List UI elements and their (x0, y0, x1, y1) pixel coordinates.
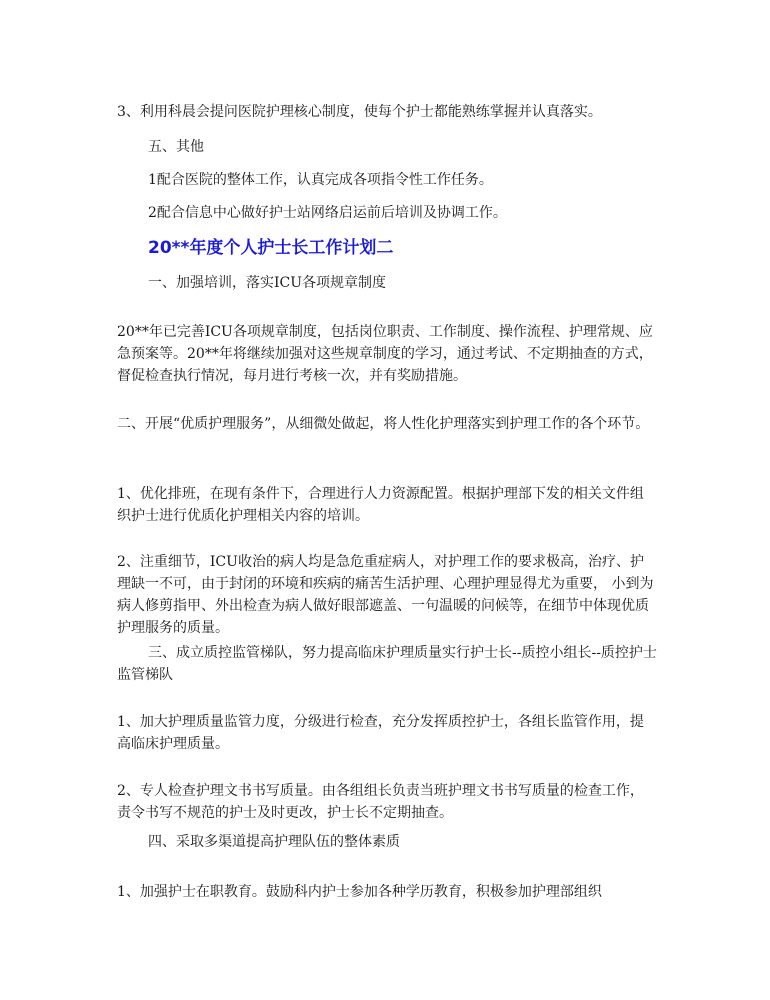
paragraph-nursing-documents: 2、专人检查护理文书书写质量。由各组组长负责当班护理文书书写质量的检查工作，责令书写不规范的护士及时更改，护士长不定期抽查。 (117, 783, 644, 821)
section-heading-other: 五、其他 (148, 139, 204, 155)
paragraph-optimize-shifts: 1、优化排班，在现有条件下，合理进行人力资源配置。根据护理部下发的相关文件组织护士进行优质化护理相关内容的培训。 (117, 486, 644, 524)
paragraph-supervision: 1、加大护理质量监管力度，分级进行检查，充分发挥质控护士，各组长监管作用，提高临床护理质量。 (117, 714, 644, 752)
plan-title: 20**年度个人护士长工作计划二 (148, 238, 394, 258)
section-heading-training: 一、加强培训，落实ICU各项规章制度 (148, 275, 387, 291)
section-heading-team-quality: 四、采取多渠道提高护理队伍的整体素质 (148, 834, 400, 850)
section-heading-quality-service: 二、开展“优质护理服务”，从细微处做起，将人性化护理落实到护理工作的各个环节。 (117, 416, 650, 432)
paragraph-focus-details: 2、注重细节，ICU收治的病人均是急危重症病人，对护理工作的要求极高，治疗、护理缺一不可，由于封闭的环境和疾病的痛苦生活护理、心理护理显得尤为重要， 小到为病人修剪指甲、外出检查为病人做好眼部遮盖、一句温暖的问候等，在细节中体现优质护理服务的质量。 (117, 554, 654, 636)
paragraph-nursing-core-system: 3、利用科晨会提问医院护理核心制度，使每个护士都能熟练掌握并认真落实。 (117, 104, 602, 120)
paragraph-cooperate-info-center: 2配合信息中心做好护士站网络启运前后培训及协调工作。 (148, 205, 507, 221)
paragraph-icu-regulations: 20**年已完善ICU各项规章制度，包括岗位职责、工作制度、操作流程、护理常规、应急预案等。20**年将继续加强对这些规章制度的学习，通过考试、不定期抽查的方式，督促检查执行情况，每月进行考核一次，并有奖励措施。 (117, 324, 653, 384)
section-heading-qc-team: 三、成立质控监管梯队，努力提高临床护理质量实行护士长--质控小组长--质控护士监管梯队 (117, 645, 657, 683)
paragraph-inservice-education: 1、加强护士在职教育。鼓励科内护士参加各种学历教育，积极参加护理部组织 (117, 884, 602, 900)
paragraph-cooperate-hospital: 1配合医院的整体工作，认真完成各项指令性工作任务。 (148, 172, 493, 188)
